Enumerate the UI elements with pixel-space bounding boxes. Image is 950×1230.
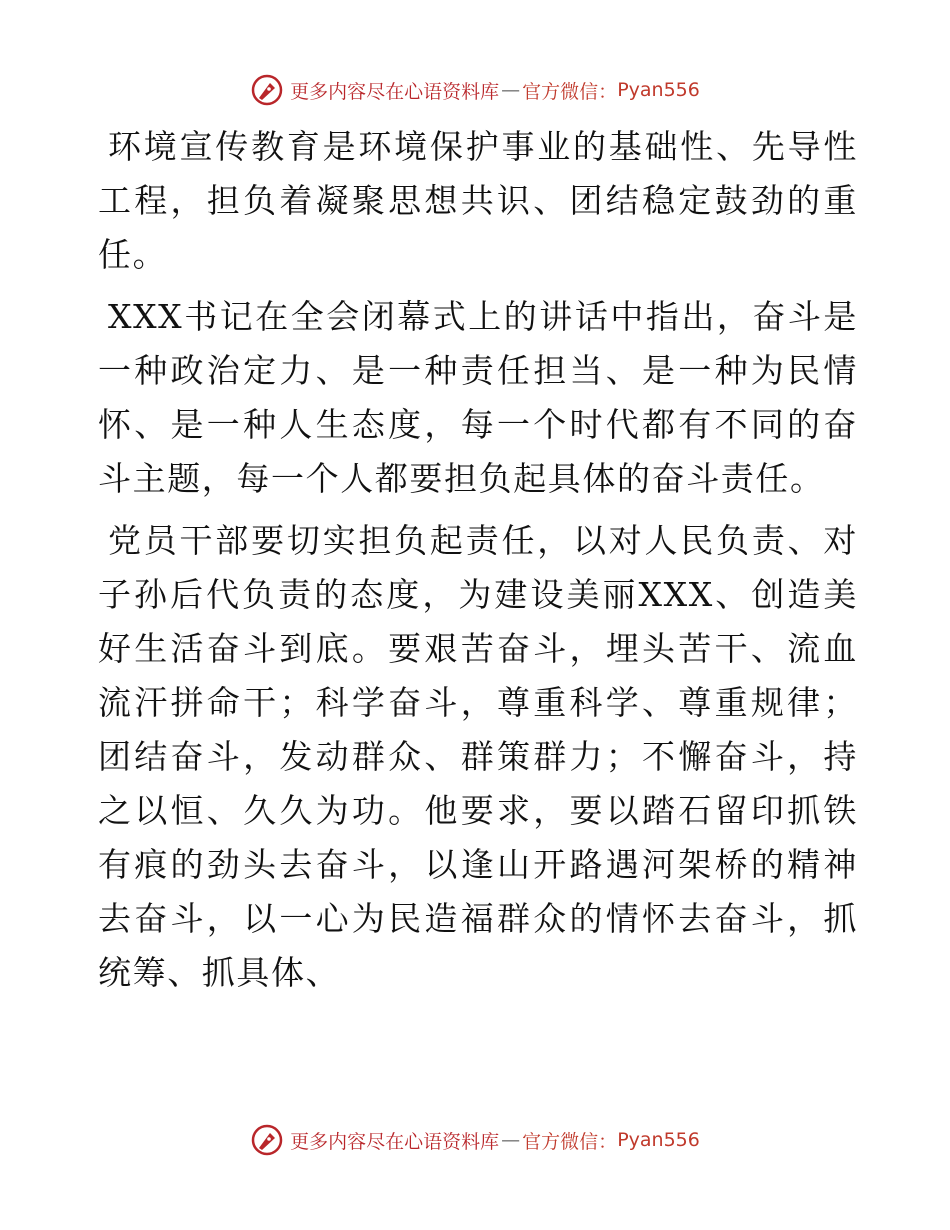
- footer-wechat-label: 官方微信：: [522, 1130, 618, 1153]
- header-wechat-label: 官方微信：: [522, 80, 618, 103]
- footer-separator: —: [501, 1129, 521, 1151]
- document-body: [98, 120, 858, 1008]
- header-separator: —: [501, 79, 521, 101]
- footer-site-text: 更多内容尽在心语资料库: [290, 1130, 500, 1153]
- paragraph-3: 党员干部要切实担负起责任，以对人民负责、对子孙后代负责的态度，为建设美丽XXX、创造美好生活奋斗到底。要艰苦奋斗，埋头苦干、流血流汗拼命干；科学奋斗，尊重科学、尊重规律；团结奋斗，发动群众、群策群力；不懈奋斗，持之以恒、久久为功。他要求，要以踏石留印抓铁有痕的劲头去奋斗，以逢山开路遇河架桥的精神去奋斗，以一心为民造福群众的情怀去奋斗，抓统筹、抓具体、: [98, 521, 858, 992]
- header-watermark: [0, 70, 950, 110]
- footer-wechat-id: Pyan556: [617, 1129, 700, 1151]
- footer-watermark: [0, 1120, 950, 1160]
- header-wechat-id: Pyan556: [617, 79, 700, 101]
- header-site-text: 更多内容尽在心语资料库: [290, 80, 500, 103]
- pen-nib-logo-icon: [250, 1123, 284, 1157]
- paragraph-1: 环境宣传教育是环境保护事业的基础性、先导性工程，担负着凝聚思想共识、团结稳定鼓劲的重任。: [98, 127, 858, 274]
- pen-nib-logo-icon: [250, 73, 284, 107]
- paragraph-2: XXX书记在全会闭幕式上的讲话中指出，奋斗是一种政治定力、是一种责任担当、是一种为民情怀、是一种人生态度，每一个时代都有不同的奋斗主题，每一个人都要担负起具体的奋斗责任。: [98, 297, 858, 498]
